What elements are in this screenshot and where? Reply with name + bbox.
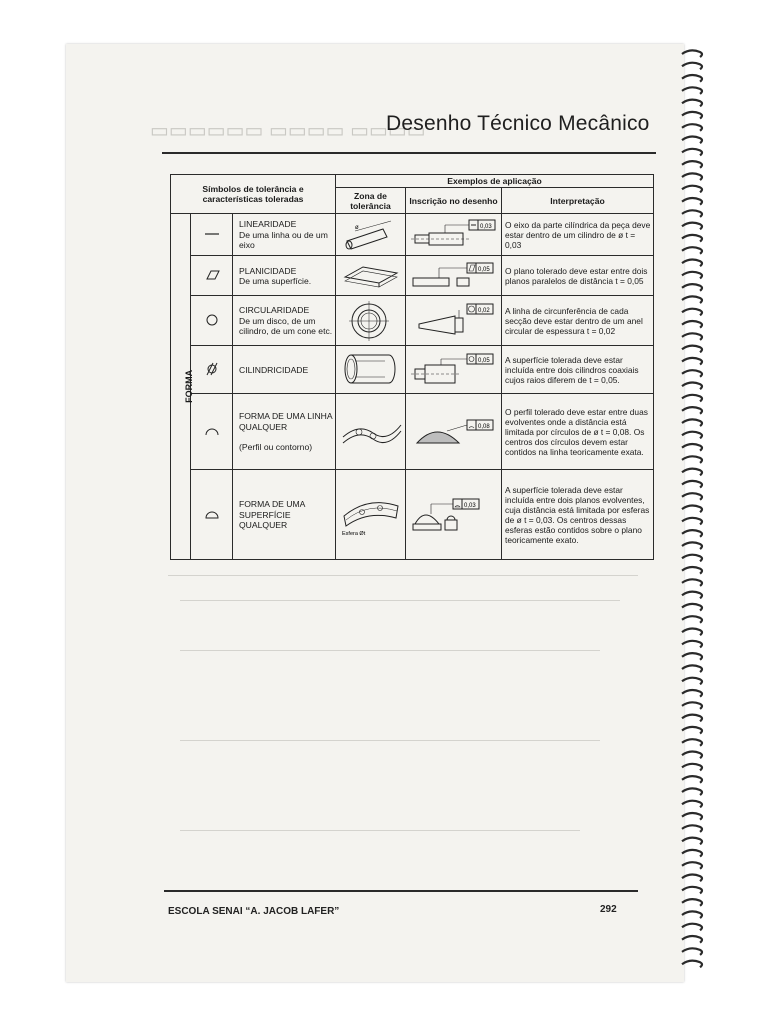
plane-zone-drawing [341,259,401,291]
spiral-coil [682,776,702,783]
header-symbols: Símbolos de tolerância e características toleradas [171,175,336,214]
inscription-figure [406,394,502,470]
zone-figure [336,256,406,296]
spiral-coil [682,223,702,230]
spiral-coil [682,665,702,672]
straightness-callout-drawing [409,217,499,251]
spiral-binding [680,44,706,974]
spiral-coil [682,875,702,882]
callout-value: 0,05 [477,266,490,273]
interpretation-text: A superfície tolerada deve estar incluída entre dois cilindros coaxiais cujos raios diferem de t = 0,05. [502,346,654,394]
spiral-coil [682,321,702,328]
spiral-coil [682,346,702,353]
profile-of-line-icon [202,425,222,437]
spiral-coil [682,801,702,808]
spiral-coil [682,788,702,795]
spiral-coil [682,296,702,303]
spiral-coil [682,555,702,562]
characteristic-name: FORMA DE UMA LINHA QUALQUER [239,411,333,432]
characteristic-name: PLANICIDADE [239,265,297,276]
profile-surface-callout-drawing [409,490,499,538]
profile-surface-zone-drawing [338,490,404,538]
spiral-coil [682,911,702,918]
straightness-symbol-cell [191,214,233,256]
spiral-coil [682,715,702,722]
callout-value: 0,02 [477,307,490,314]
sphere-label: Esfera Øt [341,530,365,537]
spiral-coil [682,469,702,476]
inscription-figure [406,470,502,560]
spiral-coil [682,260,702,267]
spiral-coil [682,678,702,685]
col-interpretation: Interpretação [502,188,654,214]
show-through-line [180,740,600,741]
zone-figure [336,296,406,346]
show-through-line [180,830,580,831]
profile-line-symbol-cell [191,394,233,470]
show-through-line [180,650,600,651]
spiral-coil [682,592,702,599]
spiral-coil [682,210,702,217]
spiral-coil [682,75,702,82]
characteristic-desc: De uma linha ou de um eixo [239,229,328,250]
cylinder-shell-drawing [341,347,401,391]
group-label-cell [171,214,195,560]
spiral-coil [682,702,702,709]
spiral-coil [682,333,702,340]
spiral-coil [682,247,702,254]
spiral-coil [682,542,702,549]
spiral-coil [682,641,702,648]
flatness-callout-drawing [409,260,499,290]
circularity-symbol-cell [191,296,233,346]
flatness-icon [202,269,222,281]
characteristic-cell [233,346,336,394]
spiral-coil [682,63,702,70]
spiral-coil [682,850,702,857]
tolerance-table [170,174,654,560]
cylinder-zone-drawing [341,217,401,251]
show-through-line [180,600,620,601]
spiral-coil [682,173,702,180]
spiral-coil [682,419,702,426]
characteristic-cell [233,256,336,296]
spiral-coil [682,924,702,931]
profile-line-zone-drawing [339,411,403,451]
show-through-text: ▭▭▭▭ ▭▭▭▭ ▭▭▭▭▭▭ [150,120,426,142]
callout-value: 0,03 [479,223,492,230]
spiral-coil [682,87,702,94]
straightness-icon [202,229,222,239]
spiral-coil [682,112,702,119]
characteristic-desc: De um disco, de um cilindro, de um cone etc. [239,315,333,336]
col-zone: Zona de tolerância [336,188,406,214]
spiral-coil [682,862,702,869]
characteristic-name: CIRCULARIDADE [239,305,310,316]
spiral-coil [682,272,702,279]
spiral-coil [682,137,702,144]
interpretation-text: O perfil tolerado deve estar entre duas evolventes onde a distância está limitada por círculos de ø t = 0,08. Os centros dos círculos devem estar contidos na linha teoricamente exata. [502,394,654,470]
spiral-coil [682,604,702,611]
interpretation-text: O eixo da parte cilíndrica da peça deve estar dentro de um cilindro de ø t = 0,03 [502,214,654,256]
spiral-coil [682,899,702,906]
characteristic-desc: De uma superfície. [239,275,312,286]
page-title: Desenho Técnico Mecânico [386,112,650,135]
profile-surface-symbol-cell [191,470,233,560]
interpretation-text: O plano tolerado deve estar entre dois planos paralelos de distância t = 0,05 [502,256,654,296]
header-divider [162,152,656,154]
interpretation-text: A superfície tolerada deve estar incluída entre dois planos evolventes, cuja distância está limitada por esferas de ø t = 0,03. Os centros dessas esferas estão contidos sobre o plano teoricamente exato. [502,470,654,560]
spiral-coil [682,161,702,168]
table-row [171,256,654,296]
characteristic-name: CILINDRICIDADE [239,364,309,375]
spiral-coil [682,395,702,402]
characteristic-cell [233,214,336,256]
spiral-coil [682,518,702,525]
profile-of-surface-icon [202,508,222,520]
spiral-coil [682,235,702,242]
spiral-coil [682,481,702,488]
spiral-coil [682,739,702,746]
zone-figure [336,346,406,394]
characteristic-name: LINEARIDADE [239,219,297,230]
spiral-coil [682,124,702,131]
spiral-coil [682,948,702,955]
spiral-coil [682,764,702,771]
inscription-figure [406,296,502,346]
inscription-figure [406,256,502,296]
circularity-callout-drawing [409,298,499,342]
circular-ring-drawing [341,298,401,342]
zone-figure [336,394,406,470]
spiral-coil [682,825,702,832]
profile-line-callout-drawing [409,411,499,451]
spiral-coil [682,506,702,513]
spiral-coil [682,50,702,57]
spiral-coil [682,407,702,414]
spiral-coil [682,961,702,968]
spiral-coil [682,727,702,734]
footer-divider [164,890,638,892]
characteristic-cell [233,296,336,346]
spiral-coil [682,444,702,451]
spiral-coil [682,579,702,586]
spiral-coil [682,493,702,500]
spiral-coil [682,149,702,156]
table-row [171,296,654,346]
svg-text:ø: ø [354,224,359,231]
flatness-symbol-cell [191,256,233,296]
spiral-coil [682,690,702,697]
cylindricity-callout-drawing [409,349,499,389]
table-row [171,214,654,256]
callout-value: 0,05 [477,357,490,364]
school-name: ESCOLA SENAI “A. JACOB LAFER” [168,906,340,917]
spiral-coil [682,370,702,377]
spiral-coil [682,456,702,463]
spiral-coil [682,383,702,390]
callout-value: 0,08 [477,423,490,430]
characteristic-name: FORMA DE UMA SUPERFÍCIE QUALQUER [239,499,305,530]
spiral-coil [682,432,702,439]
characteristic-desc: (Perfil ou contorno) [239,441,313,452]
spiral-coil [682,629,702,636]
inscription-figure [406,214,502,256]
col-inscription: Inscrição no desenho [406,188,502,214]
table-row [171,394,654,470]
interpretation-text: A linha de circunferência de cada secção deve estar dentro de um anel circular de espessura t = 0,02 [502,296,654,346]
spiral-coil [682,838,702,845]
spiral-coil [682,358,702,365]
inscription-figure [406,346,502,394]
circularity-icon [202,313,222,327]
characteristic-cell [233,394,336,470]
spiral-coil [682,309,702,316]
spiral-coil [682,530,702,537]
spiral-coil [682,284,702,291]
page-number: 292 [600,904,617,915]
spiral-coil [682,752,702,759]
group-label: FORMA [184,370,195,404]
spiral-coil [682,813,702,820]
header-examples: Exemplos de aplicação [336,175,654,188]
spiral-coil [682,567,702,574]
spiral-coil [682,616,702,623]
cylindricity-icon [202,362,222,376]
table-row [171,470,654,560]
characteristic-cell [233,470,336,560]
spiral-coil [682,100,702,107]
show-through-line [168,575,638,576]
spiral-coil [682,653,702,660]
spiral-coil [682,198,702,205]
spiral-coil [682,936,702,943]
spiral-coil [682,887,702,894]
callout-value: 0,03 [463,502,476,509]
zone-figure [336,214,406,256]
table-row [171,346,654,394]
cylindricity-symbol-cell [191,346,233,394]
zone-figure [336,470,406,560]
spiral-coil [682,186,702,193]
